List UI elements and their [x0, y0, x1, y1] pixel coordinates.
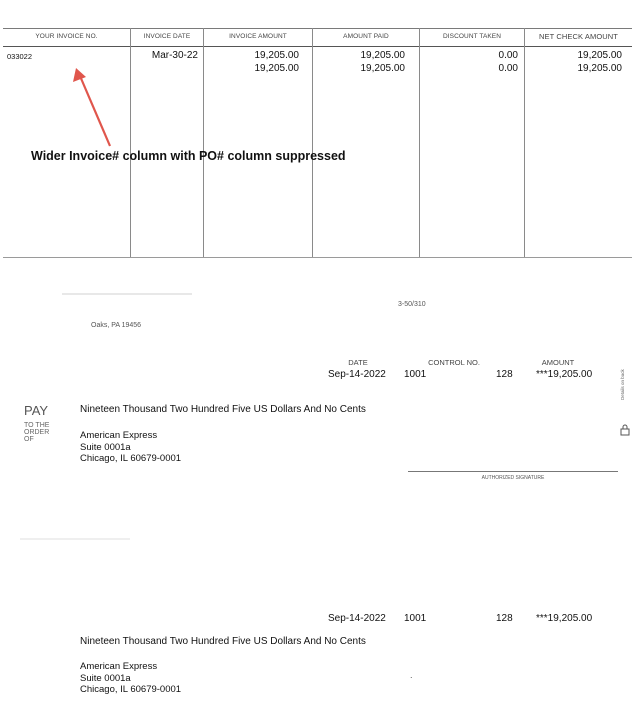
signature-line	[408, 471, 618, 472]
header-invoice-no: YOUR INVOICE NO.	[35, 33, 98, 40]
payee-address	[80, 430, 181, 465]
cell-invoice-amount: 19,205.00	[254, 50, 299, 61]
amount-in-words: Nineteen Thousand Two Hundred Five US Dollars And No Cents	[80, 404, 366, 415]
to-order-line: OF	[24, 436, 34, 443]
header-net-check-amount: NET CHECK AMOUNT	[539, 32, 618, 41]
check-amount: ***19,205.00	[536, 369, 593, 380]
stub-payee-address	[80, 661, 181, 696]
payer-location: Oaks, PA 19456	[91, 322, 142, 329]
stub-amount-in-words: Nineteen Thousand Two Hundred Five US Dollars And No Cents	[80, 636, 366, 647]
control-no-label: CONTROL NO.	[428, 358, 480, 367]
total-discount-taken: 0.00	[498, 63, 518, 74]
total-amount-paid: 19,205.00	[360, 63, 405, 74]
cell-amount-paid: 19,205.00	[360, 50, 405, 61]
column-divider	[130, 28, 131, 257]
header-invoice-amount: INVOICE AMOUNT	[229, 33, 287, 40]
annotation-text: Wider Invoice# column with PO# column suppressed	[31, 149, 346, 163]
redacted-line	[20, 538, 130, 540]
payee-name: American Express	[80, 430, 158, 441]
total-net-check-amount: 19,205.00	[577, 63, 622, 74]
header-amount-paid: AMOUNT PAID	[343, 33, 389, 40]
table-top-border	[3, 28, 632, 29]
amount-label: AMOUNT	[541, 358, 575, 367]
stub-control-suffix: 128	[496, 613, 513, 624]
cell-discount-taken: 0.00	[498, 50, 518, 61]
payee-city: Chicago, IL 60679-0001	[80, 453, 182, 464]
stub-payee-city: Chicago, IL 60679-0001	[80, 684, 182, 695]
cell-net-check-amount: 19,205.00	[577, 50, 622, 61]
to-the-order-of	[24, 422, 49, 443]
signature-label: AUTHORIZED SIGNATURE	[481, 475, 545, 481]
stub-payee-name: American Express	[80, 661, 158, 672]
header-invoice-date: INVOICE DATE	[143, 33, 191, 40]
table-bottom-border	[3, 257, 632, 258]
stub-date: Sep-14-2022	[328, 613, 386, 624]
pay-label: PAY	[24, 403, 49, 418]
routing-number: 3-50/310	[398, 301, 426, 308]
cell-invoice-date: Mar-30-22	[151, 50, 198, 61]
to-order-line: TO THE	[24, 422, 50, 429]
total-invoice-amount: 19,205.00	[254, 63, 299, 74]
cell-invoice-no: 033022	[7, 52, 33, 61]
check-control-suffix: 128	[496, 369, 513, 380]
check-date: Sep-14-2022	[328, 369, 386, 380]
annotation-arrow-icon	[70, 66, 120, 150]
header-discount-taken: DISCOUNT TAKEN	[442, 33, 502, 40]
stub-amount: ***19,205.00	[536, 613, 593, 624]
date-label: DATE	[348, 358, 368, 367]
stub-dot: .	[410, 670, 413, 680]
check-control-no: 1001	[404, 369, 427, 380]
stub-control-no: 1001	[404, 613, 427, 624]
stub-payee-suite: Suite 0001a	[80, 672, 131, 684]
lock-icon	[620, 424, 630, 436]
table-header-border	[3, 46, 632, 47]
details-on-back: Details on back	[620, 369, 625, 400]
redacted-payer-name	[62, 293, 192, 295]
payee-suite: Suite 0001a	[80, 441, 131, 453]
to-order-line: ORDER	[24, 429, 50, 436]
